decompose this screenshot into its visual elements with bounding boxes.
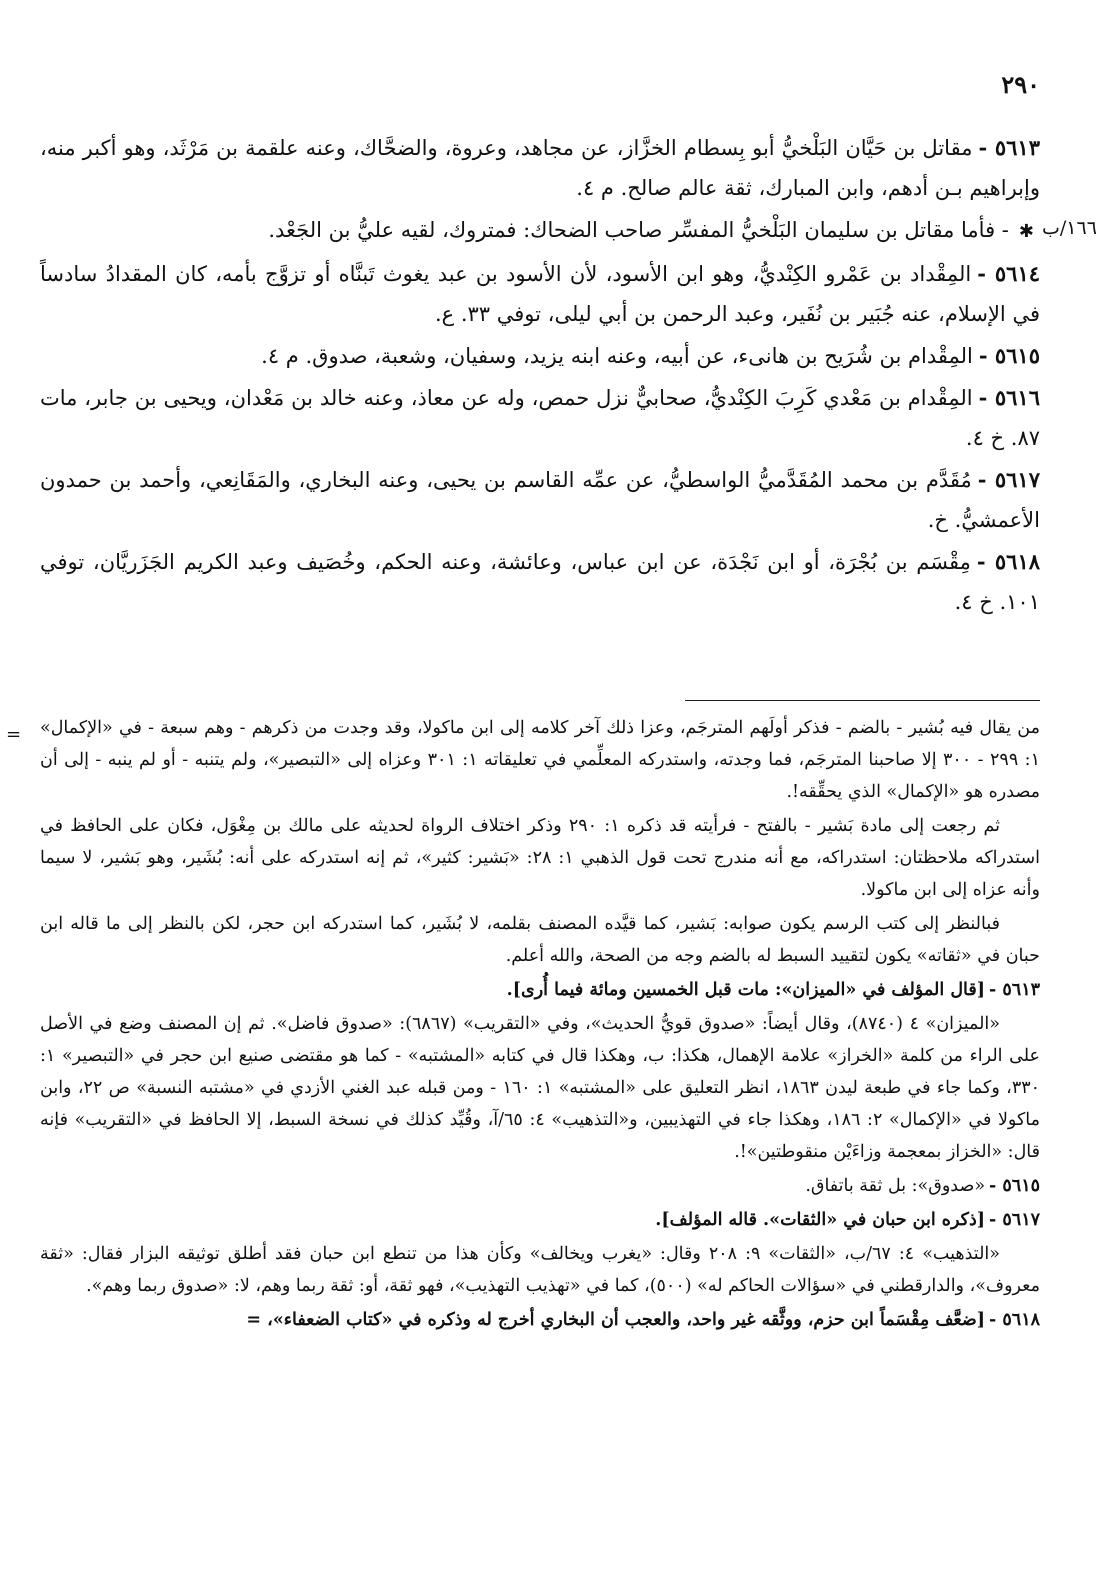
margin-folio-reference: ١٦٦/ب — [1042, 217, 1097, 239]
entry-text: المِقْدام بن مَعْدي كَرِبَ الكِنْديُّ، صحابيٌّ نزل حمص، وله عن معاذ، وعنه خالد بن مَعْدان، ويحيى بن جابر، مات ٨٧. خ ٤. — [40, 386, 1040, 450]
footnote-line — [40, 1170, 1040, 1202]
entry — [40, 460, 1040, 540]
main-text — [40, 128, 1040, 624]
entry — [40, 378, 1040, 458]
entry-note — [40, 210, 1040, 252]
footnote-heading — [40, 1204, 1040, 1236]
asterisk-icon: ✱ — [1018, 221, 1034, 242]
document-page — [6, 60, 1041, 1560]
entry-text: المِقْدام بن شُرَيح بن هانىء، عن أبيه، وعنه ابنه يزيد، وسفيان، وشعبة، صدوق. م ٤. — [261, 344, 973, 368]
footnote-number: ٥٦١٧ - — [989, 1210, 1040, 1230]
footnote-text: «صدوق»: بل ثقة باتفاق. — [805, 1176, 986, 1196]
footnote-paragraph: «الميزان» ٤ (٨٧٤٠)، وقال أيضاً: «صدوق قويُّ الحديث»، وفي «التقريب» (٦٨٦٧): «صدوق فاضل». ثم إن المصنف وضع في الأصل على الراء من كلمة «الخراز» علامة الإهمال، هكذا: ب، وهكذا قال في كتابه «المشتبه» - كما هو مقتضى صنيع ابن حجر في «التبصير» ١: ٣٣٠، وكما جاء في طبعة ليدن ١٨٦٣، انظر التعليق على «المشتبه» ١: ١٦٠ - ومن قبله عبد الغني الأزدي في «مشتبه النسبة» ص ٢٢، وابن ماكولا في «الإكمال» ٢: ١٨٦، وهكذا جاء في التهذيبين، و«التذهيب» ٤: ٦٥/آ، وقُيِّد كذلك في نسخة السبط، إلا الحافظ في «التقريب» فإنه قال: «الخزاز بمعجمة وزاءَيْن منقوطتين»!. — [40, 1014, 1041, 1162]
footnote-text: [قال المؤلف في «الميزان»: مات قبل الخمسين ومائة فيما أُرى]. — [506, 980, 986, 1000]
entry-text: المِقْداد بن عَمْرو الكِنْديُّ، وهو ابن الأسود، لأن الأسود بن عبد يغوث تَبنَّاه أو تزوَّج بأمه، كان المقدادُ سادساً في الإسلام، عنه جُبَير بن نُفَير، وعبد الرحمن بن أبي ليلى، توفي ٣٣. ع. — [40, 262, 1040, 326]
entry-text: مُقَدَّم بن محمد المُقَدَّميُّ الواسطيُّ، عن عمِّه القاسم بن يحيى، وعنه البخاري، والمَقَانِعي، وأحمد بن حمدون الأعمشيُّ. خ. — [40, 468, 1040, 532]
footnote-text: [ضعَّف مِقْسَماً ابن حزم، ووثَّقه غير واحد، والعجب أن البخاري أخرج له وذكره في «كتاب الضعفاء»، = — [246, 1310, 986, 1330]
footnote-paragraph: ثم رجعت إلى مادة بَشير - بالفتح - فرأيته قد ذكره ١: ٢٩٠ وذكر اختلاف الرواة لحديثه على مالك بن مِغْوَل، فكان على الحافظ في استدراكه ملاحظتان: استدراكه، مع أنه مندرج تحت قول الذهبي ١: ٢٨: «بَشير: كثير»، ثم إنه استدركه على أنه: بُشَير، وهو بَشير، لا سيما وأنه عزاه إلى ابن ماكولا. — [40, 816, 1040, 900]
entry — [40, 542, 1040, 622]
entry — [40, 336, 1040, 376]
footnote-number: ٥٦١٣ - — [989, 980, 1040, 1000]
entry-text: مقاتل بن حَيَّان البَلْخيُّ أبو بِسطام الخزَّاز، عن مجاهد، وعروة، والضحَّاك، وعنه علقمة بن مَرْثَد، وهو أكبر منه، وإبراهيم بـن أدهم، وابن المبارك، ثقة عالم صالح. م ٤. — [40, 136, 1040, 200]
entry-text: مِقْسَم بن بُجْرَة، أو ابن نَجْدَة، عن ابن عباس، وعائشة، وعنه الحكم، وخُصَيف وعبد الكريم الجَزَريَّان، توفي ١٠١. خ ٤. — [40, 550, 1040, 614]
footnote-heading — [40, 974, 1040, 1006]
entry-number: ٥٦١٤ - — [977, 261, 1041, 286]
entry-number: ٥٦١٥ - — [978, 343, 1040, 368]
footnote-number: ٥٦١٨ - — [989, 1310, 1040, 1330]
footnotes — [40, 712, 1040, 1338]
footnote-paragraph: فبالنظر إلى كتب الرسم يكون صوابه: بَشير، كما قيَّده المصنف بقلمه، لا بُشَير، كما استدركه ابن حجر، لكن بالنظر إلى ما قاله ابن حبان في «ثقاته» يكون لتقييد السبط له بالضم وجه من الصحة، والله أعلم. — [40, 914, 1040, 966]
entry-number: ٥٦١٣ - — [978, 135, 1040, 160]
footnote-paragraph: من يقال فيه بُشير - بالضم - فذكر أولَهم المترجَم، وعزا ذلك آخر كلامه إلى ابن ماكولا، وقد وجدت من ذكرهم - وهم سبعة - في «الإكمال» ١: ٢٩٩ - ٣٠٠ إلا صاحبنا المترجَم، فما وجدته، واستدركه المعلِّمي في تعليقاته ١: ٣٠١ وعزاه إلى «التبصير»، ولم يتنبه - أو لم ينبه - إلى أن مصدره هو «الإكمال» الذي يحقِّقه!. — [40, 718, 1040, 802]
entry-number: ٥٦١٦ - — [978, 385, 1040, 410]
footnote-heading — [40, 1304, 1040, 1336]
footnote-number: ٥٦١٥ - — [989, 1176, 1040, 1196]
entry — [40, 128, 1040, 208]
entry-number: ٥٦١٧ - — [977, 467, 1040, 492]
entry-number: ٥٦١٨ - — [976, 549, 1041, 574]
page-number: ٢٩٠ — [1001, 70, 1040, 99]
continuation-mark: = — [6, 724, 22, 745]
footnote-text: [ذكره ابن حبان في «الثقات». قاله المؤلف]. — [655, 1210, 986, 1230]
footnote-divider — [685, 700, 1040, 701]
footnote-paragraph: «التذهيب» ٤: ٦٧/ب، «الثقات» ٩: ٢٠٨ وقال: «يغرب ويخالف» وكأن هذا من تنطع ابن حبان فقد أطلق توثيقه البزار فقال: «ثقة معروف»، والدارقطني في «سؤالات الحاكم له» (٥٠٠)، كما في «تهذيب التهذيب»، فهو ثقة، أو: ثقة ربما وهم، لا: «صدوق ربما وهم». — [40, 1244, 1040, 1296]
entry-text: - فأما مقاتل بن سليمان البَلْخيُّ المفسِّر صاحب الضحاك: فمتروك، لقيه عليُّ بن الجَعْد. — [268, 218, 1009, 242]
entry — [40, 254, 1040, 334]
